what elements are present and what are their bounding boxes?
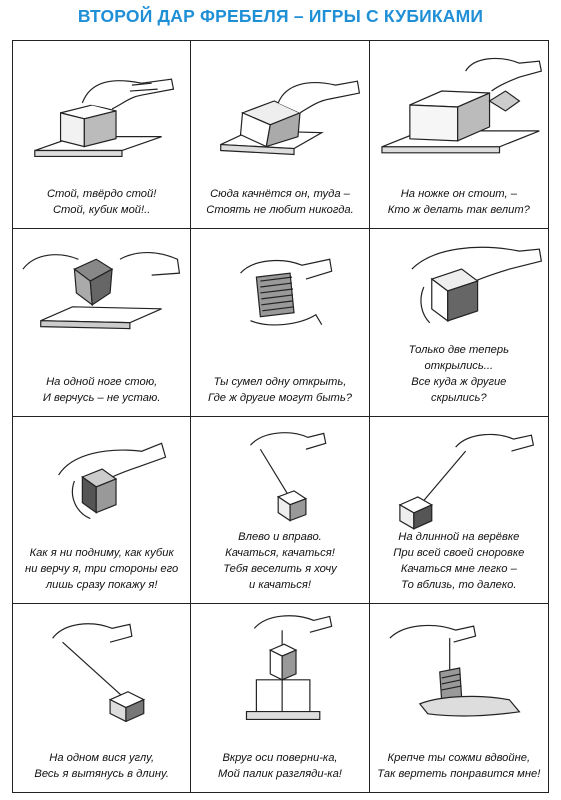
card-caption: На ножке он стоит, – Кто ж делать так велит? bbox=[387, 187, 530, 216]
hand-covering-cube-icon bbox=[370, 229, 548, 347]
card-caption: На длинной на верёвке При всей своей сноровке Качаться мне легко – То вблизь, то далеко. bbox=[393, 531, 525, 592]
card-caption: Стой, твёрдо стой! Стой, кубик мой!.. bbox=[46, 187, 157, 216]
card-8 bbox=[191, 417, 369, 605]
card-9 bbox=[370, 417, 548, 605]
card-6 bbox=[370, 229, 548, 417]
card-10 bbox=[13, 604, 191, 792]
hand-showing-one-face-icon bbox=[191, 229, 368, 347]
card-7 bbox=[13, 417, 191, 605]
cube-hanging-by-corner-icon bbox=[13, 604, 190, 722]
card-5 bbox=[191, 229, 369, 417]
hand-tilting-cube-icon bbox=[191, 41, 368, 159]
card-caption: Крепче ты сожми вдвойне, Так вертеть понравится мне! bbox=[377, 752, 541, 780]
card-11 bbox=[191, 604, 369, 792]
cards-grid bbox=[12, 40, 549, 793]
card-caption: Сюда качнётся он, туда – Стоять не любит никогда. bbox=[206, 187, 354, 216]
card-2 bbox=[191, 41, 369, 229]
hand-lifting-cube-icon bbox=[13, 417, 190, 535]
card-caption: Влево и вправо. Качаться, качаться! Тебя веселить я хочу и качаться! bbox=[223, 531, 337, 592]
cube-on-edge-icon bbox=[370, 41, 548, 159]
cube-swinging-on-string-icon bbox=[191, 417, 368, 535]
page-title: ВТОРОЙ ДАР ФРЕБЕЛЯ – ИГРЫ С КУБИКАМИ bbox=[77, 6, 484, 26]
card-caption: Вкруг оси поверни-ка, Мой палик разгляди-ка! bbox=[218, 752, 342, 780]
hand-holding-cube-on-board-icon bbox=[13, 41, 190, 159]
card-4 bbox=[13, 229, 191, 417]
card-1 bbox=[13, 41, 191, 229]
card-caption: Как я ни подниму, как кубик ни верчу я, три стороны его лишь сразу покажу я! bbox=[25, 547, 179, 592]
cube-on-long-string-icon bbox=[370, 417, 548, 535]
card-caption: На одном вися углу, Весь я вытянусь в длину. bbox=[34, 752, 169, 780]
card-caption: Только две теперь открылись... Все куда ж другие скрылись? bbox=[408, 343, 510, 404]
card-caption: Ты сумел одну открыть, Где ж другие могут быть? bbox=[208, 375, 352, 404]
cube-spinning-between-hands-icon bbox=[370, 604, 548, 722]
cube-on-axis-stand-icon bbox=[191, 604, 368, 722]
card-caption: На одной ноге стою, И верчусь – не устаю. bbox=[42, 375, 161, 404]
card-12 bbox=[370, 604, 548, 792]
two-hands-cube-on-corner-icon bbox=[13, 229, 190, 347]
card-3 bbox=[370, 41, 548, 229]
